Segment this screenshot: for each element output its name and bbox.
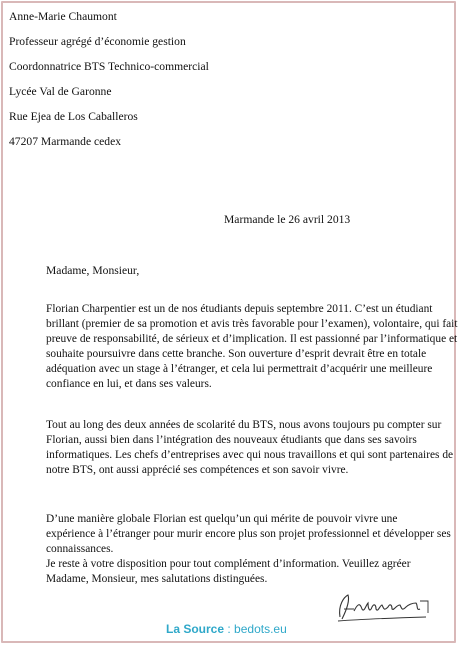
sender-title: Professeur agrégé d’économie gestion — [9, 35, 186, 48]
handwritten-signature — [334, 591, 434, 623]
watermark-site: bedots.eu — [234, 622, 287, 636]
paragraph-line: D’une manière globale Florian est quelqu’un qui mérite de pouvoir vivre une — [46, 513, 398, 525]
sender-school: Lycée Val de Garonne — [9, 85, 112, 98]
paragraph-conclusion — [46, 512, 451, 557]
watermark — [166, 622, 287, 636]
paragraph-closing — [46, 557, 436, 587]
sender-role: Coordonnatrice BTS Technico-commercial — [9, 60, 209, 73]
watermark-label: La Source — [166, 622, 225, 636]
paragraph-line: informatiques. Les chefs d’entreprises avec qui nous travaillons et qui sont partenaires de — [46, 449, 454, 461]
sender-city: 47207 Marmande cedex — [9, 135, 122, 148]
paragraph-line: Tout au long des deux années de scolarité du BTS, nous avons toujours pu compter sur — [46, 419, 442, 431]
paragraph-line: confiance en lui, et dans ses valeurs. — [46, 378, 212, 390]
paragraph-line: souhaite poursuivre dans cette branche. Son ouverture d’esprit devrait être en totale — [46, 348, 427, 360]
paragraph-line: preuve de responsabilité, de sérieux et d’implication. Il est passionné par l’informatique et — [46, 333, 458, 345]
paragraph-line: Madame, Monsieur, mes salutations distinguées. — [46, 573, 268, 585]
paragraph-line: notre BTS, ont aussi apprécié ses compétences et son savoir vivre. — [46, 464, 349, 476]
sender-street: Rue Ejea de Los Caballeros — [9, 110, 138, 123]
paragraph-line: expérience à l’étranger pour murir encore plus son projet professionnel et développer ses — [46, 528, 451, 540]
salutation: Madame, Monsieur, — [46, 264, 140, 277]
letter-date: Marmande le 26 avril 2013 — [224, 213, 351, 226]
paragraph-line: connaissances. — [46, 543, 114, 555]
paragraph-line: adéquation avec un stage à l’étranger, et cela lui permettrait d’acquérir une meilleure — [46, 363, 433, 375]
paragraph-intro — [46, 302, 458, 392]
watermark-separator: : — [224, 622, 235, 636]
paragraph-scolarite — [46, 418, 454, 478]
sender-name: Anne-Marie Chaumont — [9, 10, 117, 23]
sender-block — [9, 10, 209, 160]
paragraph-line: brillant (premier de sa promotion et avis très favorable pour l’examen), volontaire, qui fait — [46, 318, 458, 330]
paragraph-line: Florian Charpentier est un de nos étudiants depuis septembre 2011. C’est un étudiant — [46, 303, 433, 315]
paragraph-line: Je reste à votre disposition pour tout complément d’information. Veuillez agréer — [46, 558, 411, 570]
paragraph-line: Florian, aussi bien dans l’intégration des nouveaux étudiants que dans ses savoirs — [46, 434, 417, 446]
